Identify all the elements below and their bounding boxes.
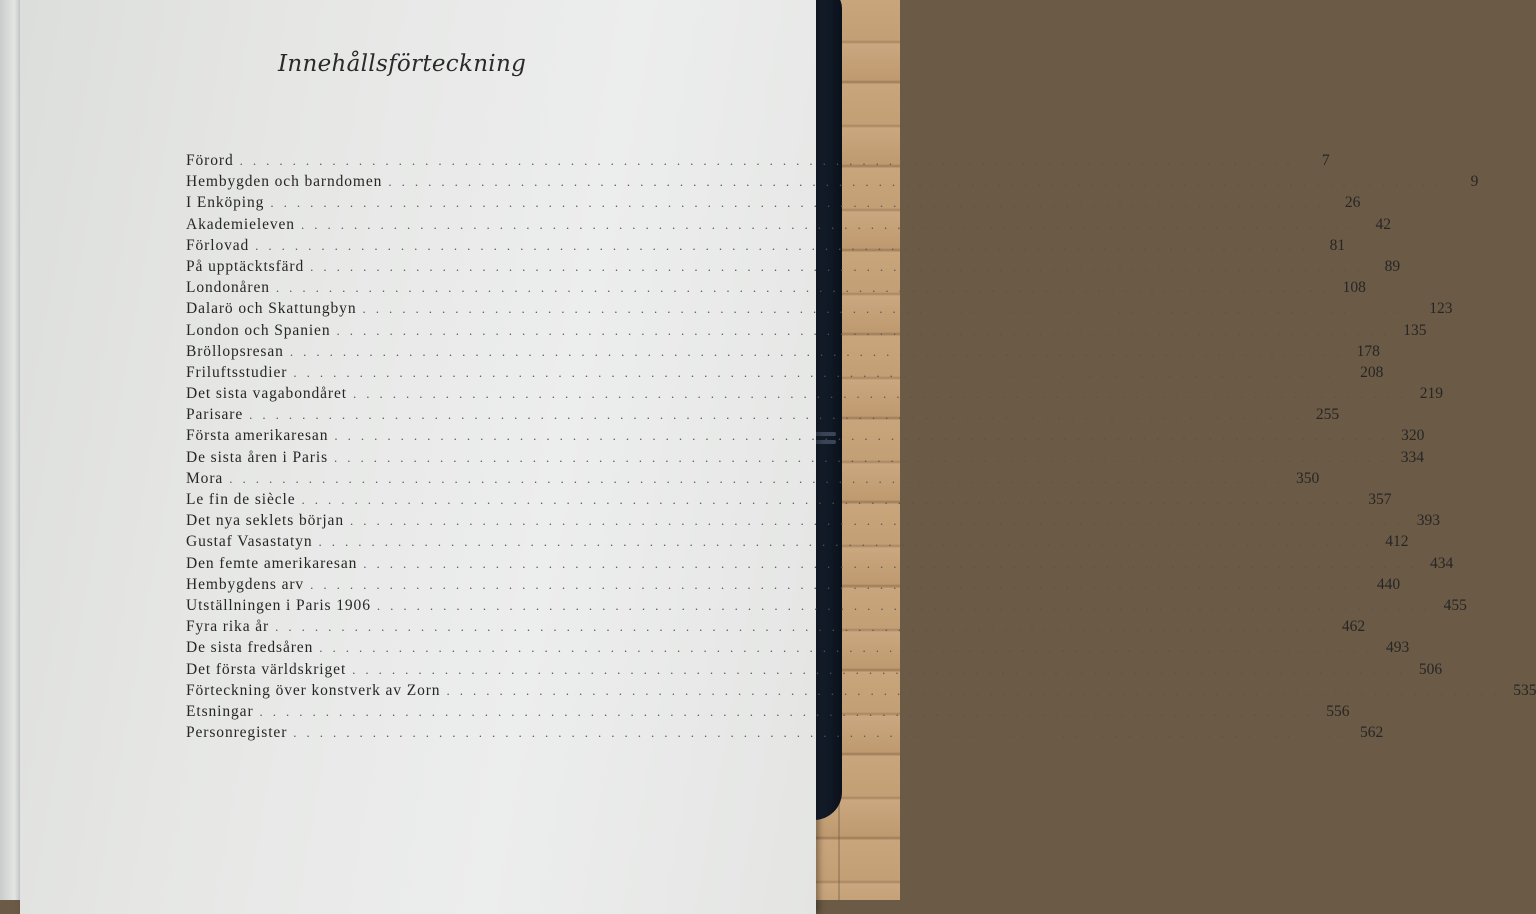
dot-leader: ................................................................................ bbox=[334, 428, 1395, 444]
toc-entry-page: 535 bbox=[1513, 681, 1536, 699]
toc-entry-label: Etsningar bbox=[186, 702, 254, 720]
toc-entry-page: 108 bbox=[1342, 279, 1366, 297]
dot-leader: ................................................................................ bbox=[352, 386, 1413, 402]
toc-entry-page: 440 bbox=[1376, 575, 1401, 593]
dot-leader: ................................................................................ bbox=[275, 280, 1336, 296]
dot-leader: ................................................................................ bbox=[293, 725, 1354, 741]
toc-entry bbox=[186, 574, 1401, 595]
toc-entry-label: De sista åren i Paris bbox=[186, 448, 329, 466]
toc-title: Innehållsförteckning bbox=[278, 51, 527, 77]
toc-entry-label: Personregister bbox=[186, 724, 288, 742]
dot-leader: ................................................................................ bbox=[259, 703, 1320, 719]
toc-entry-label: I Enköping bbox=[186, 194, 265, 212]
toc-entry-page: 412 bbox=[1385, 533, 1409, 551]
dot-leader: ................................................................................ bbox=[270, 195, 1331, 211]
toc-entry-page: 219 bbox=[1419, 385, 1443, 403]
toc-entry-label: Förord bbox=[186, 152, 234, 169]
toc-entry bbox=[186, 701, 1350, 722]
toc-entry bbox=[186, 595, 1467, 616]
dot-leader: ................................................................................ bbox=[349, 513, 1410, 529]
toc-entry-label: Le fin de siècle bbox=[186, 491, 296, 508]
toc-entry-page: 455 bbox=[1443, 596, 1467, 614]
dot-leader: ................................................................................ bbox=[301, 492, 1362, 507]
toc-entry bbox=[186, 362, 1384, 383]
toc-entry-label: På upptäcktsfärd bbox=[186, 257, 305, 275]
toc-entry-page: 350 bbox=[1295, 469, 1320, 487]
toc-entry-page: 178 bbox=[1356, 342, 1380, 360]
dot-leader: ................................................................................ bbox=[229, 470, 1290, 486]
toc-entry bbox=[186, 510, 1440, 531]
dot-leader: ................................................................................ bbox=[352, 661, 1413, 677]
toc-entry-label: Förteckning över konstverk av Zorn bbox=[186, 681, 441, 699]
dot-leader: ................................................................................ bbox=[319, 640, 1380, 656]
toc-entry bbox=[186, 680, 1536, 701]
toc-entry-page: 462 bbox=[1341, 618, 1366, 636]
toc-entry bbox=[186, 256, 1401, 277]
toc-entry bbox=[186, 722, 1384, 743]
toc-entry-label: Hembygdens arv bbox=[186, 575, 305, 593]
toc-entry-page: 26 bbox=[1344, 194, 1361, 212]
toc-entry-page: 135 bbox=[1403, 321, 1427, 339]
dot-leader: ................................................................................ bbox=[336, 322, 1397, 338]
toc-entry bbox=[186, 468, 1320, 489]
dot-leader: ................................................................................ bbox=[310, 576, 1371, 592]
dot-leader: ................................................................................ bbox=[289, 343, 1350, 359]
toc-entry bbox=[186, 637, 1410, 658]
toc-entry-label: Londonåren bbox=[186, 279, 270, 297]
toc-entry-page: 7 bbox=[1321, 152, 1330, 169]
toc-list bbox=[186, 150, 1536, 743]
toc-entry bbox=[186, 320, 1427, 341]
toc-entry-page: 393 bbox=[1416, 512, 1440, 530]
toc-entry-label: Akademieleven bbox=[186, 215, 295, 233]
dot-leader: ................................................................................ bbox=[239, 153, 1300, 168]
toc-entry bbox=[186, 425, 1425, 446]
book-page bbox=[20, 0, 1536, 914]
toc-entry-label: Det sista vagabondåret bbox=[186, 385, 347, 403]
dot-leader: ................................................................................ bbox=[362, 301, 1423, 317]
toc-entry-page: 89 bbox=[1384, 257, 1401, 275]
toc-entry-label: Det nya seklets början bbox=[186, 512, 344, 530]
dot-leader: ................................................................................ bbox=[376, 597, 1437, 613]
toc-entry-label: Mora bbox=[186, 469, 224, 487]
toc-entry-label: Förlovad bbox=[186, 236, 250, 254]
toc-entry-page: 81 bbox=[1329, 236, 1346, 254]
dot-leader: ................................................................................ bbox=[293, 364, 1354, 380]
dot-leader: ................................................................................ bbox=[318, 534, 1379, 550]
toc-entry bbox=[186, 235, 1346, 256]
dot-leader: ................................................................................ bbox=[300, 216, 1361, 232]
toc-entry bbox=[186, 447, 1425, 468]
toc-entry-label: London och Spanien bbox=[186, 321, 331, 339]
toc-entry-label: Friluftsstudier bbox=[186, 363, 288, 381]
toc-entry-page: 506 bbox=[1418, 660, 1443, 678]
toc-entry bbox=[186, 298, 1453, 319]
toc-entry-label: Den femte amerikaresan bbox=[186, 554, 358, 572]
toc-entry bbox=[186, 616, 1366, 637]
dot-leader: ................................................................................ bbox=[388, 174, 1449, 190]
toc-entry bbox=[186, 404, 1340, 425]
toc-entry bbox=[186, 341, 1380, 362]
toc-entry-page: 334 bbox=[1400, 448, 1425, 466]
toc-entry bbox=[186, 659, 1443, 680]
toc-entry bbox=[186, 383, 1443, 404]
toc-entry-label: Hembygden och barndomen bbox=[186, 173, 383, 191]
toc-entry-page: 9 bbox=[1470, 173, 1479, 191]
toc-entry-page: 434 bbox=[1430, 554, 1454, 572]
dot-leader: ................................................................................ bbox=[275, 619, 1336, 635]
toc-entry bbox=[186, 150, 1330, 171]
toc-entry bbox=[186, 489, 1392, 510]
toc-entry-label: Parisare bbox=[186, 406, 244, 424]
toc-entry-page: 556 bbox=[1326, 702, 1350, 720]
toc-entry-label: Dalarö och Skattungbyn bbox=[186, 300, 357, 318]
dot-leader: ................................................................................ bbox=[249, 407, 1310, 423]
toc-entry bbox=[186, 171, 1479, 192]
toc-entry-page: 123 bbox=[1429, 300, 1453, 318]
toc-entry-page: 357 bbox=[1368, 491, 1392, 508]
toc-entry-page: 255 bbox=[1315, 406, 1340, 424]
toc-entry bbox=[186, 277, 1366, 298]
dot-leader: ................................................................................ bbox=[310, 258, 1371, 274]
toc-entry-page: 493 bbox=[1386, 639, 1410, 657]
toc-entry bbox=[186, 214, 1391, 235]
toc-entry-label: Gustaf Vasastatyn bbox=[186, 533, 313, 551]
toc-entry-page: 562 bbox=[1360, 724, 1384, 742]
toc-entry-label: Utställningen i Paris 1906 bbox=[186, 596, 371, 614]
toc-entry bbox=[186, 192, 1361, 213]
toc-entry-label: Första amerikaresan bbox=[186, 427, 329, 445]
toc-entry-label: Det första världskriget bbox=[186, 660, 347, 678]
toc-entry-page: 42 bbox=[1375, 215, 1391, 233]
toc-entry bbox=[186, 531, 1409, 552]
dot-leader: ................................................................................ bbox=[363, 555, 1424, 571]
dot-leader: ................................................................................ bbox=[255, 237, 1316, 253]
toc-entry-label: Fyra rika år bbox=[186, 618, 270, 636]
toc-entry-label: De sista fredsåren bbox=[186, 639, 314, 657]
toc-entry-page: 320 bbox=[1401, 427, 1425, 445]
toc-entry-page: 208 bbox=[1360, 363, 1384, 381]
dot-leader: ................................................................................ bbox=[446, 682, 1507, 698]
toc-entry-label: Bröllopsresan bbox=[186, 342, 284, 360]
dot-leader: ................................................................................ bbox=[334, 449, 1395, 465]
toc-entry bbox=[186, 553, 1454, 574]
